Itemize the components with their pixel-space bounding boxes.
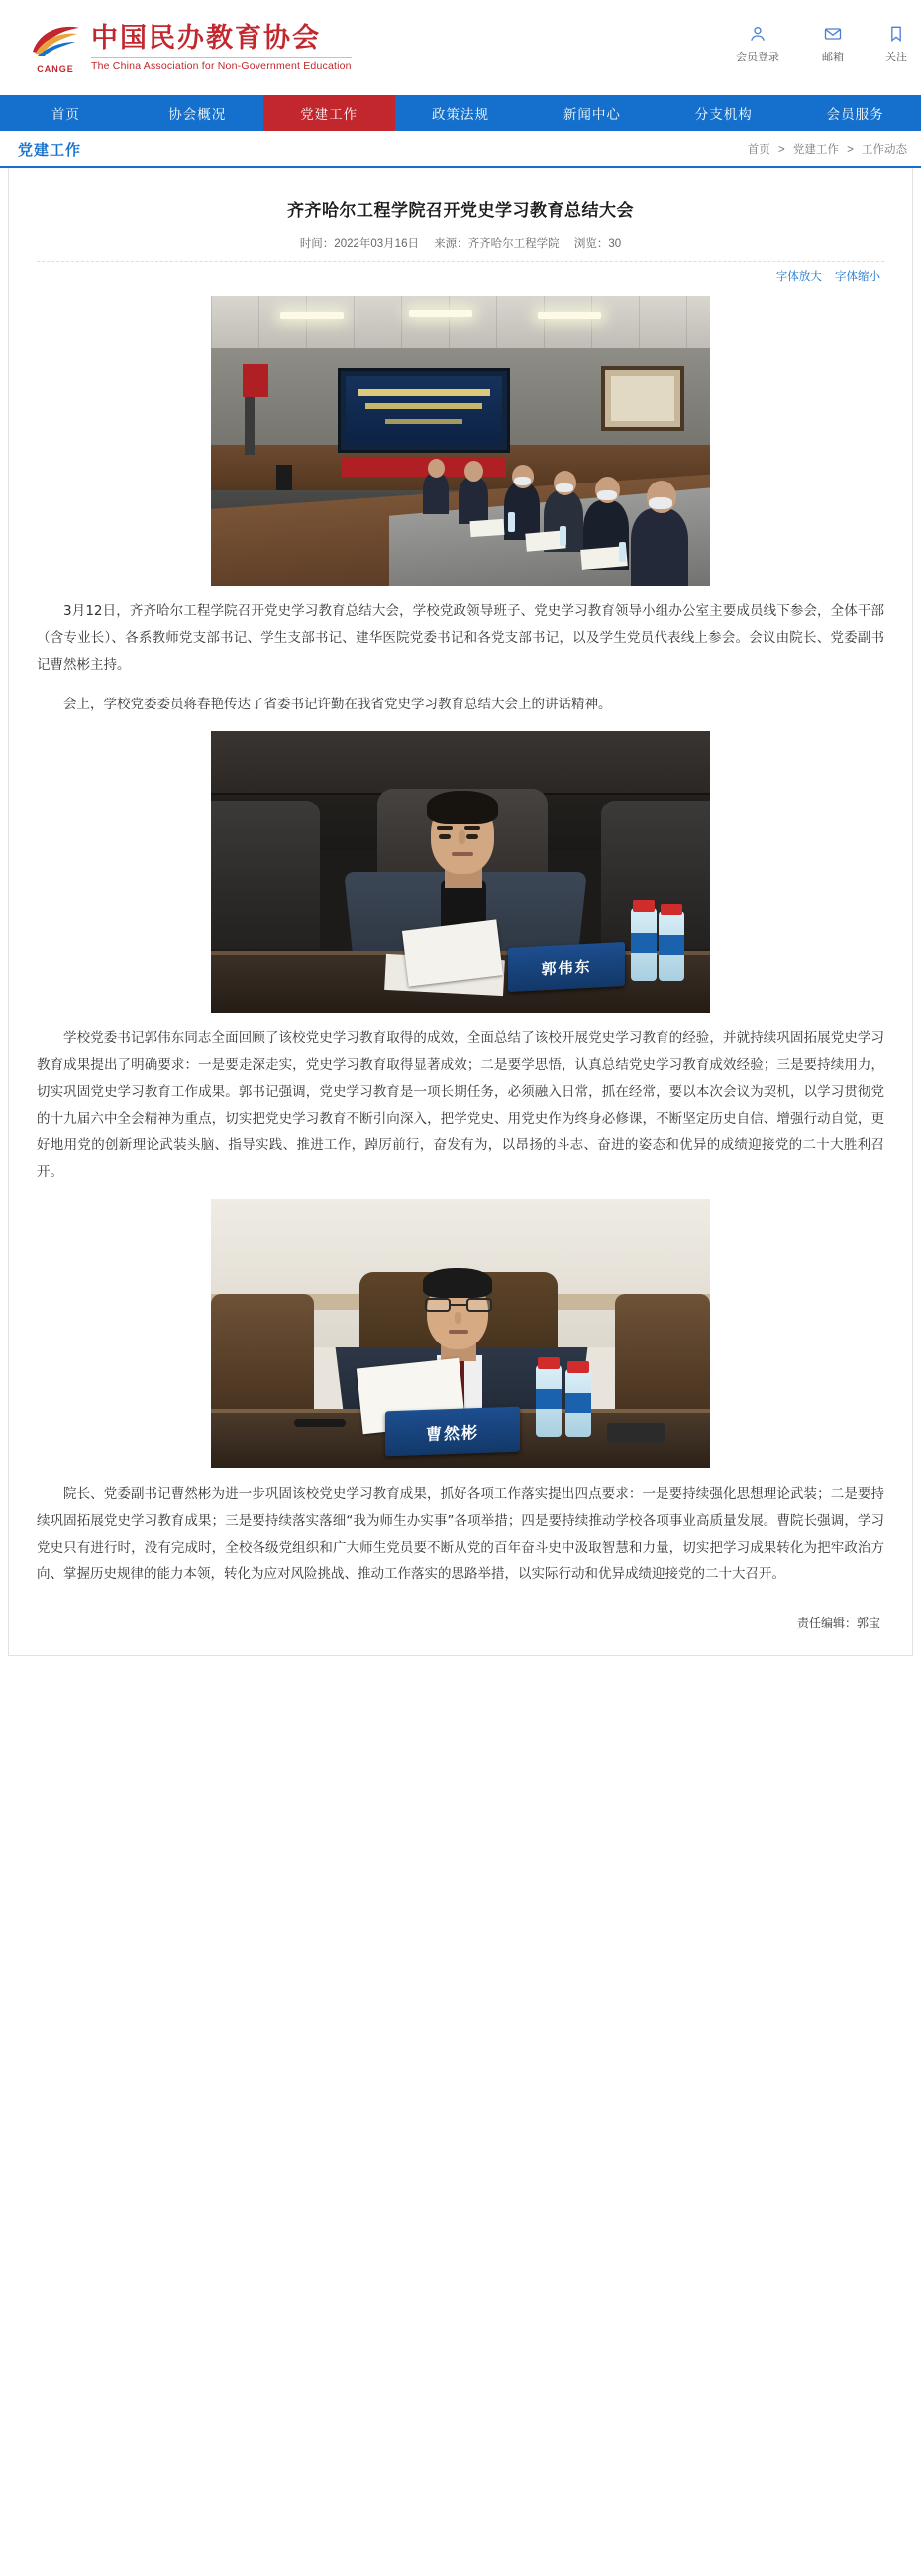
article-paragraph-3: 学校党委书记郭伟东同志全面回顾了该校党史学习教育取得的成效，全面总结了该校开展党史学习教育的经验，并就持续巩固拓展党史学习教育成果提出了明确要求：一是要走深走实，党史学习教育取得显著成效；二是要学思悟，认真总结党史学习教育成效经验；三是要持续用力，切实巩固党史学习教育工作成果。郭书记强调，党史学习教育是一项长期任务，必须融入日常，抓在经常，要以本次会议为契机，以学习贯彻党的十九届六中全会精神为重点，切实把党史学习教育不断引向深入，把学党史、用党史作为终身必修课，不断坚定历史自信、增强行动自觉，更好地用党的创新理论武装头脑、指导实践、推进工作，踔厉前行，奋发有为，以昂扬的斗志、奋进的姿态和优异的成绩迎接党的二十大胜利召开。 bbox=[37, 1030, 884, 1180]
header-utility-links bbox=[735, 22, 907, 64]
member-login-label: 会员登录 bbox=[736, 52, 779, 63]
main-navigation bbox=[0, 95, 921, 131]
breadcrumb-separator-2: > bbox=[847, 144, 854, 156]
member-login-link[interactable] bbox=[735, 22, 780, 64]
recorder-device bbox=[607, 1423, 665, 1443]
meeting-room-photo bbox=[211, 296, 710, 586]
nav-item-party-work[interactable]: 党建工作 bbox=[263, 95, 395, 131]
nav-item-member-service[interactable]: 会员服务 bbox=[826, 107, 884, 122]
mailbox-label: 邮箱 bbox=[822, 52, 844, 63]
mailbox-link[interactable] bbox=[810, 22, 856, 64]
logo-chinese-name: 中国民办教育协会 bbox=[91, 23, 321, 54]
article-source: 来源：齐齐哈尔工程学院 bbox=[434, 238, 560, 250]
association-emblem-icon bbox=[28, 20, 83, 75]
swoosh-icon bbox=[30, 22, 81, 57]
font-reduce-button[interactable]: 字体缩小 bbox=[835, 271, 880, 283]
nav-item-branches[interactable]: 分支机构 bbox=[694, 107, 753, 122]
breadcrumb-separator-1: > bbox=[777, 144, 785, 156]
follow-link[interactable] bbox=[885, 22, 907, 64]
photo3-wrapper bbox=[37, 1199, 884, 1468]
site-header bbox=[0, 0, 921, 95]
article-paragraph-4: 院长、党委副书记曹然彬为进一步巩固该校党史学习教育成果，抓好各项工作落实提出四点要求：一是要持续强化思想理论武装；二是要持续巩固拓展党史学习教育成果；三是要持续落实落细“我为师生办实事”各项举措；四是要持续推动学校各项事业高质量发展。曹院长强调，学习党史只有进行时，没有完成时，全校各级党组织和广大师生党员要不断从党的百年奋斗史中汲取智慧和力量，切实把学习成果转化为把牢政治方向、掌握历史规律的能力本领，转化为应对风险挑战、推动工作落实的思路举措，以实际行动和优异成绩迎接党的二十大召开。 bbox=[37, 1486, 884, 1582]
microphone-icon bbox=[294, 1419, 346, 1427]
nameplate2-text: 郭伟东 bbox=[541, 957, 592, 978]
article-title: 齐齐哈尔工程学院召开党史学习教育总结大会 bbox=[287, 201, 634, 220]
mail-icon bbox=[823, 22, 843, 46]
nameplate3-text: 曹然彬 bbox=[425, 1422, 479, 1444]
article-container bbox=[8, 168, 913, 1656]
breadcrumb-item-updates[interactable]: 工作动态 bbox=[862, 144, 907, 156]
page-title: 党建工作 bbox=[18, 141, 82, 159]
user-icon bbox=[748, 22, 768, 46]
follow-label: 关注 bbox=[885, 52, 907, 63]
breadcrumb bbox=[748, 141, 907, 157]
nav-item-news[interactable]: 新闻中心 bbox=[563, 107, 621, 122]
breadcrumb-item-party-work[interactable]: 党建工作 bbox=[792, 144, 839, 156]
nameplate-cao-ranbin bbox=[385, 1407, 520, 1457]
nav-item-policy[interactable]: 政策法规 bbox=[432, 107, 489, 122]
nameplate-guo-weidong bbox=[508, 942, 625, 992]
article-time: 时间：2022年03月16日 bbox=[299, 238, 419, 250]
font-enlarge-button[interactable]: 字体放大 bbox=[775, 271, 822, 283]
party-secretary-speaking-photo bbox=[211, 731, 710, 1013]
article-views: 浏览：30 bbox=[573, 238, 622, 250]
article-meta bbox=[37, 235, 884, 262]
logo-english-name: The China Association for Non-Government Education bbox=[91, 57, 352, 72]
bookmark-icon bbox=[886, 22, 906, 46]
article-paragraph-2: 会上，学校党委委员蒋春艳传达了省委书记许勤在我省党史学习教育总结大会上的讲话精神。 bbox=[63, 697, 612, 712]
photo2-wrapper bbox=[37, 731, 884, 1013]
article-editor: 责任编辑：郭宝 bbox=[796, 1616, 880, 1630]
nav-item-about[interactable]: 协会概况 bbox=[168, 107, 227, 122]
article-paragraph-1: 3月12日，齐齐哈尔工程学院召开党史学习教育总结大会，学校党政领导班子、党史学习教育领导小组办公室主要成员线下参会，全体干部（含专业长）、各系教师党支部书记、学生支部书记、建华医院党委书记和各党支部书记，以及学生党员代表线上参会。会议由院长、党委副书记曹然彬主持。 bbox=[37, 603, 884, 673]
section-header-bar bbox=[0, 131, 921, 168]
logo-abbr: CANGE bbox=[37, 64, 74, 74]
president-reading-photo bbox=[211, 1199, 710, 1468]
photo1-wrapper bbox=[37, 296, 884, 586]
breadcrumb-item-home[interactable]: 首页 bbox=[747, 144, 770, 156]
nav-item-home[interactable]: 首页 bbox=[51, 107, 80, 122]
site-logo[interactable] bbox=[28, 20, 352, 75]
font-size-tools bbox=[37, 268, 880, 284]
